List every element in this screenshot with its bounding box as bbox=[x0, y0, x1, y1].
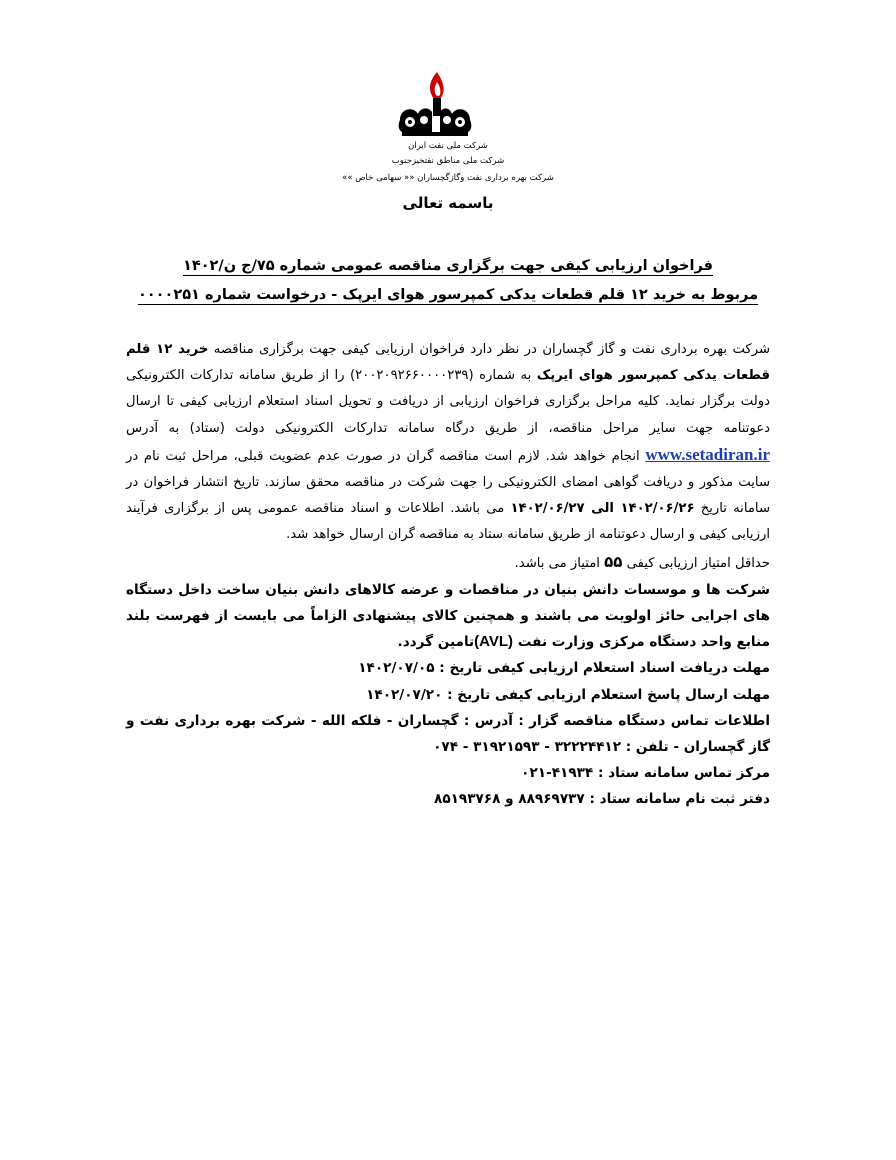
basmala-heading: باسمه تعالی bbox=[402, 194, 494, 212]
text-segment: الی bbox=[584, 501, 621, 517]
tender-number: (۲۰۰۲۰۹۲۶۶۰۰۰۰۲۳۹) bbox=[350, 368, 474, 384]
min-score-value: ۵۵ bbox=[604, 552, 623, 571]
text-segment: می باشد. اطلاعات و اسناد مناقصه عمومی پس از برگزاری فرآیند ارزیابی کیفی و ارسال دعوتنامه از طریق سامانه ستاد به مناقصه گران ارسال خواهد شد. bbox=[126, 501, 770, 543]
text-segment: شرکت بهره برداری نفت و گاز گچساران در نظر دارد فراخوان ارزیابی کیفی جهت برگزاری مناقصه bbox=[208, 342, 771, 357]
contact-info: اطلاعات تماس دستگاه مناقصه گزار : آدرس : گچساران - فلکه الله - شرکت بهره برداری نفت و گاز گچساران - تلفن : ۳۲۲۲۴۴۱۲ - ۳۱۹۲۱۵۹۳ - ۰۷۴ bbox=[126, 712, 770, 756]
avl-acronym: (AVL) bbox=[474, 633, 514, 651]
text-segment: تامین گردد. bbox=[397, 634, 475, 651]
org-name-gachsaran: شرکت بهره برداری نفت وگازگچساران «« سهامی خاص »» bbox=[342, 173, 554, 183]
tender-item-highlight: خرید ۱۲ قلم قطعات یدکی کمپرسور هوای ایرپک bbox=[126, 342, 770, 384]
paragraph-min-score bbox=[126, 549, 770, 577]
paragraph-main bbox=[126, 337, 770, 549]
oil-flame-logo-icon bbox=[390, 68, 480, 142]
paragraph-knowledge-based bbox=[126, 577, 770, 656]
deadline-send: مهلت ارسال پاسخ استعلام ارزیابی کیفی تاریخ : ۱۴۰۲/۰۷/۲۰ bbox=[366, 686, 770, 703]
nioc-logo bbox=[390, 68, 480, 142]
text-segment: حداقل امتیاز ارزیابی کیفی bbox=[622, 555, 770, 571]
announcement-body bbox=[126, 337, 770, 813]
org-name-nisoc: شرکت ملی مناطق نفتخیزجنوب bbox=[391, 156, 505, 166]
setad-registration-office: دفتر ثبت نام سامانه ستاد : ۸۸۹۶۹۷۳۷ و ۸۵۱۹۳۷۶۸ bbox=[434, 791, 770, 808]
text-segment: امتیاز می باشد. bbox=[514, 555, 605, 571]
tender-title bbox=[0, 258, 896, 274]
setad-contact-center: مرکز تماس سامانه ستاد : ۴۱۹۳۴-۰۲۱ bbox=[521, 765, 770, 782]
tender-title-text: فراخوان ارزیابی کیفی جهت برگزاری مناقصه عمومی شماره ۷۵/ج ن/۱۴۰۲ bbox=[183, 258, 713, 274]
tender-subtitle bbox=[0, 287, 896, 303]
text-segment: شرکت ها و موسسات دانش بنیان در مناقصات و عرضه کالاهای دانش بنیان ساخت داخل دستگاه های اجرایی حائز اولویت می باشند و همچنین کالای پیشنهادی الزاماً می بایست از فهرست بلند منابع واحد دستگاه مرکزی وزارت نفت bbox=[126, 581, 770, 651]
publish-date-from: ۱۴۰۲/۰۶/۲۶ bbox=[620, 501, 695, 517]
publish-date-to: ۱۴۰۲/۰۶/۲۷ bbox=[510, 501, 585, 517]
text-segment: انجام خواهد شد. لازم است مناقصه گران در صورت عدم عضویت قبلی، مراحل ثبت نام در سایت مذکور و دریافت گواهی امضای الکترونیکی را جهت شرکت در مناقصه محقق سازند. تاریخ انتشار فراخوان در سامانه تاریخ bbox=[126, 448, 771, 517]
tender-subtitle-text: مربوط به خرید ۱۲ قلم قطعات یدکی کمپرسور هوای ایرپک - درخواست شماره ۰۰۰۰۲۵۱ bbox=[137, 287, 759, 303]
deadline-receive: مهلت دریافت اسناد استعلام ارزیابی کیفی تاریخ : ۱۴۰۲/۰۷/۰۵ bbox=[358, 660, 770, 677]
org-name-nioc: شرکت ملی نفت ایران bbox=[408, 141, 488, 151]
text-segment: را از طریق سامانه تدارکات الکترونیکی دولت برگزار نماید. کلیه مراحل برگزاری فراخوان ارزیابی از دریافت و تحویل اسناد استعلام ارزیابی کیفی تا ارسال دعوتنامه جهت سایر مراحل مناقصه، از طریق درگاه سامانه تدارکات الکترونیکی دولت (ستاد) به آدرس bbox=[126, 368, 770, 436]
details-list bbox=[126, 655, 770, 812]
text-segment: به شماره bbox=[473, 368, 537, 384]
setadiran-link[interactable]: www.setadiran.ir bbox=[645, 444, 770, 464]
